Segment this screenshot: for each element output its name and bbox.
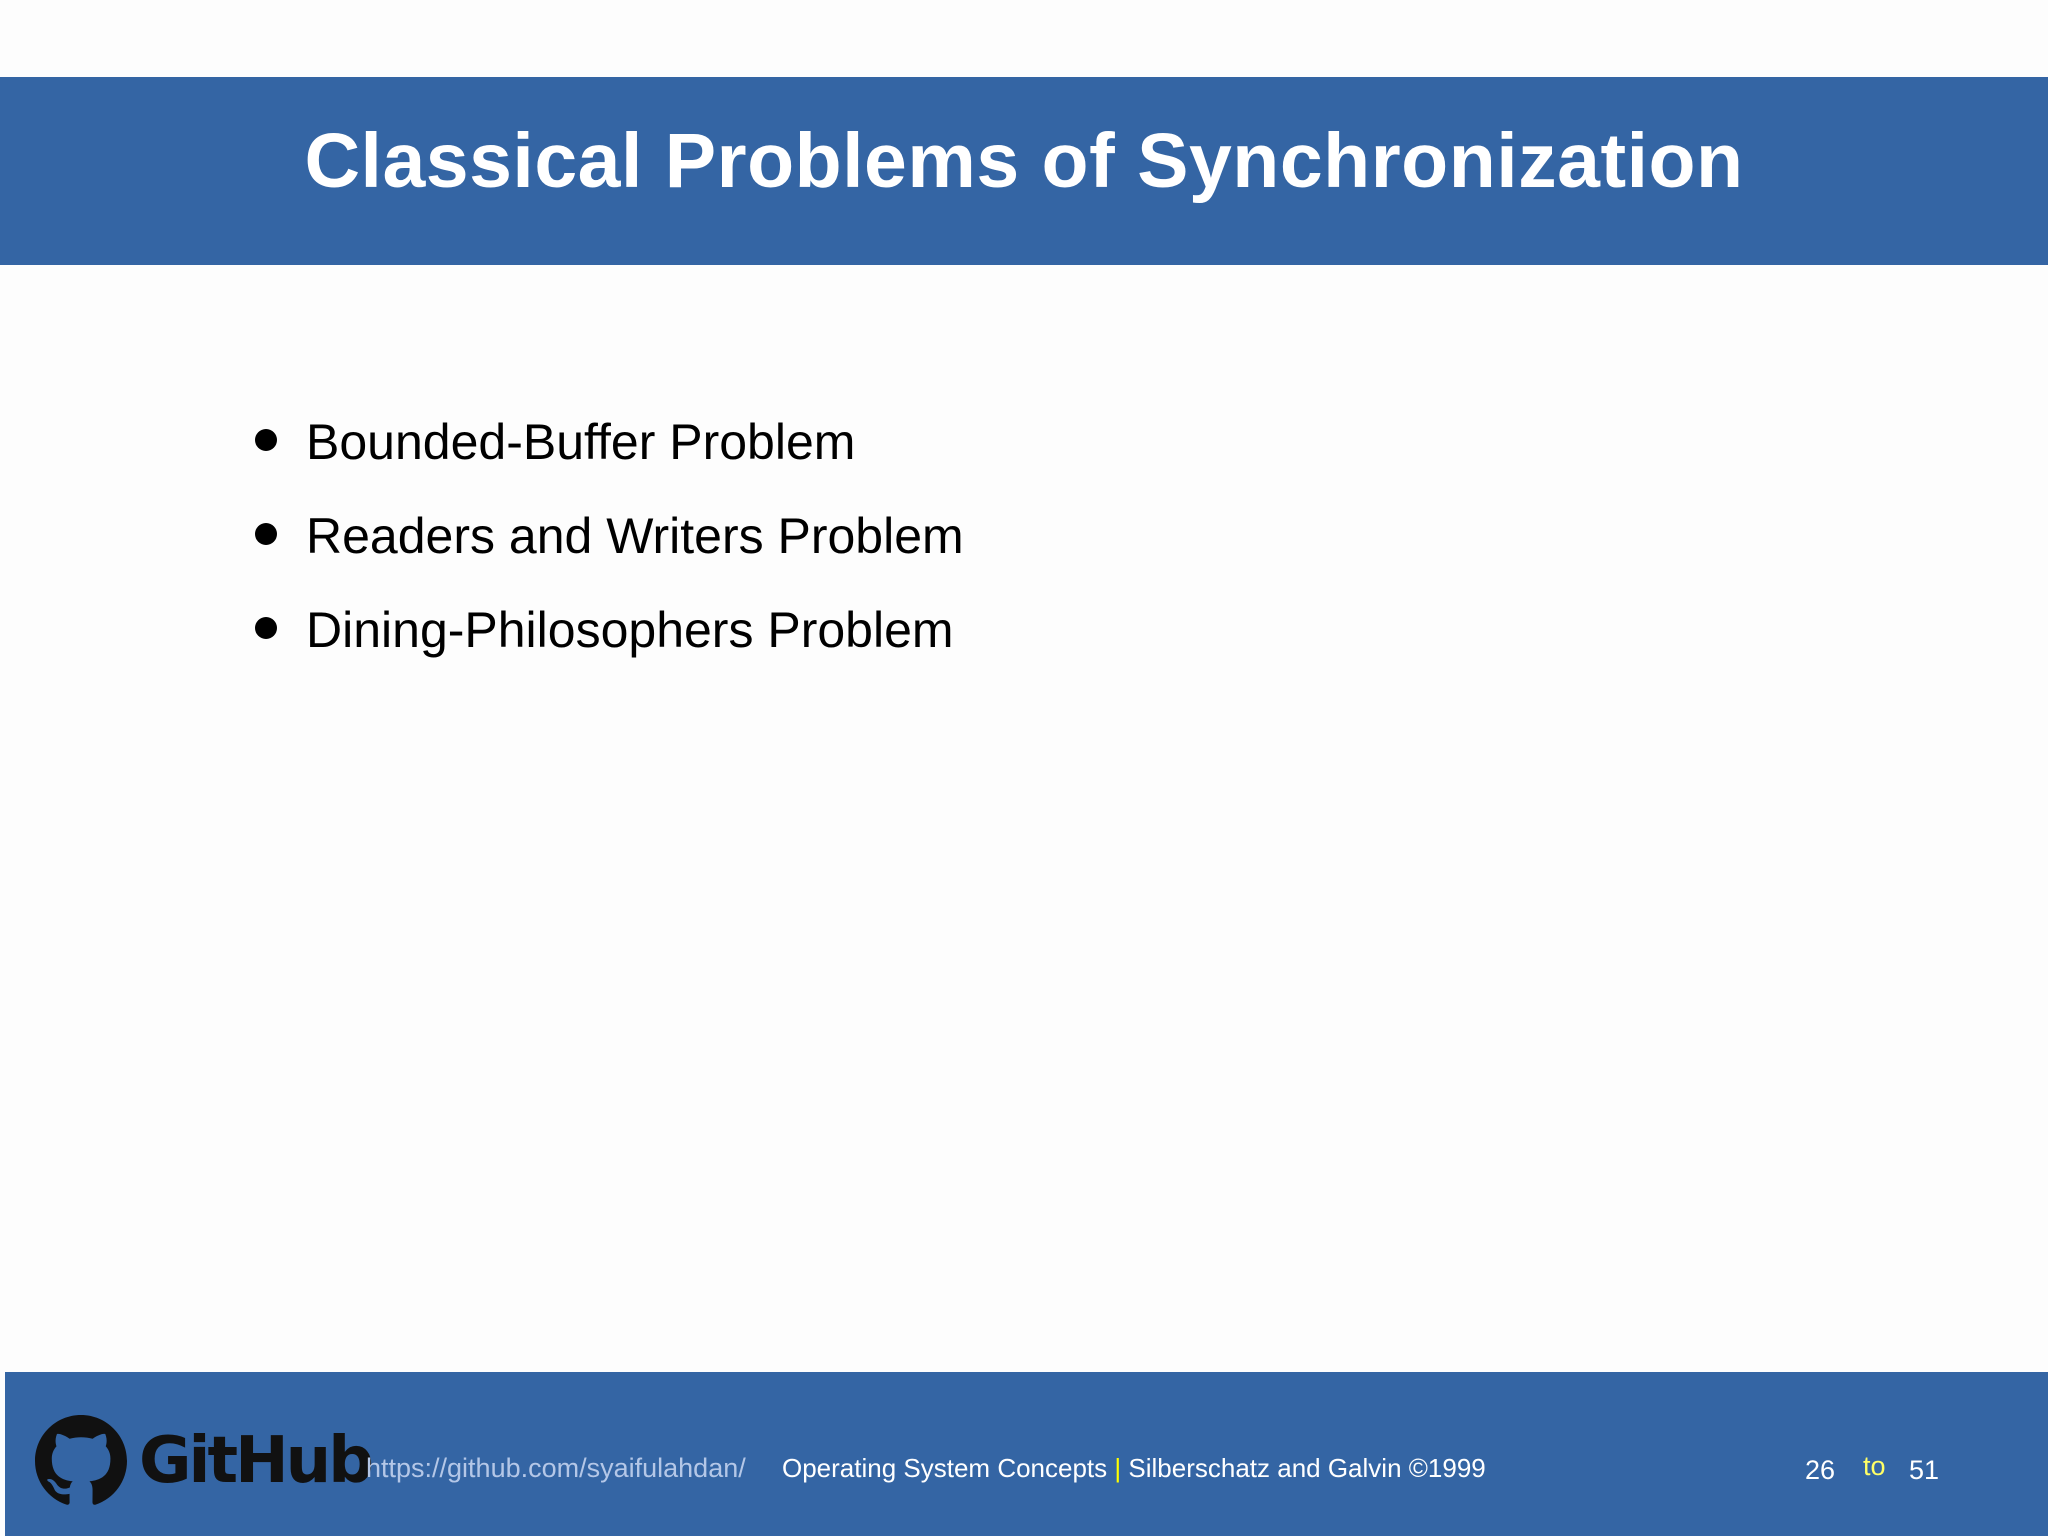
github-logo: [35, 1415, 371, 1507]
bullet-list: [255, 395, 964, 677]
list-item: [255, 489, 964, 583]
bullet-icon: [255, 617, 277, 639]
github-wordmark: GitHub: [139, 1424, 371, 1498]
book-authors: Silberschatz and Galvin ©1999: [1128, 1453, 1486, 1483]
list-item: [255, 583, 964, 677]
list-item: [255, 395, 964, 489]
bullet-text: Readers and Writers Problem: [306, 508, 964, 564]
page-total: 51: [1909, 1455, 1940, 1485]
separator: |: [1114, 1453, 1122, 1483]
bullet-icon: [255, 429, 277, 451]
footer: [5, 1372, 2048, 1536]
footer-url-link[interactable]: https://github.com/syaifulahdan/: [366, 1453, 746, 1483]
octocat-icon: [35, 1415, 127, 1507]
page-to-label: to: [1863, 1451, 1886, 1481]
bullet-text: Dining-Philosophers Problem: [306, 602, 954, 658]
book-title: Operating System Concepts: [782, 1453, 1108, 1483]
footer-citation: [782, 1453, 1486, 1484]
page-current: 26: [1805, 1455, 1836, 1485]
slide-title: Classical Problems of Synchronization: [304, 117, 1744, 204]
bullet-text: Bounded-Buffer Problem: [306, 414, 856, 470]
title-bar: [0, 77, 2048, 265]
bullet-icon: [255, 523, 277, 545]
